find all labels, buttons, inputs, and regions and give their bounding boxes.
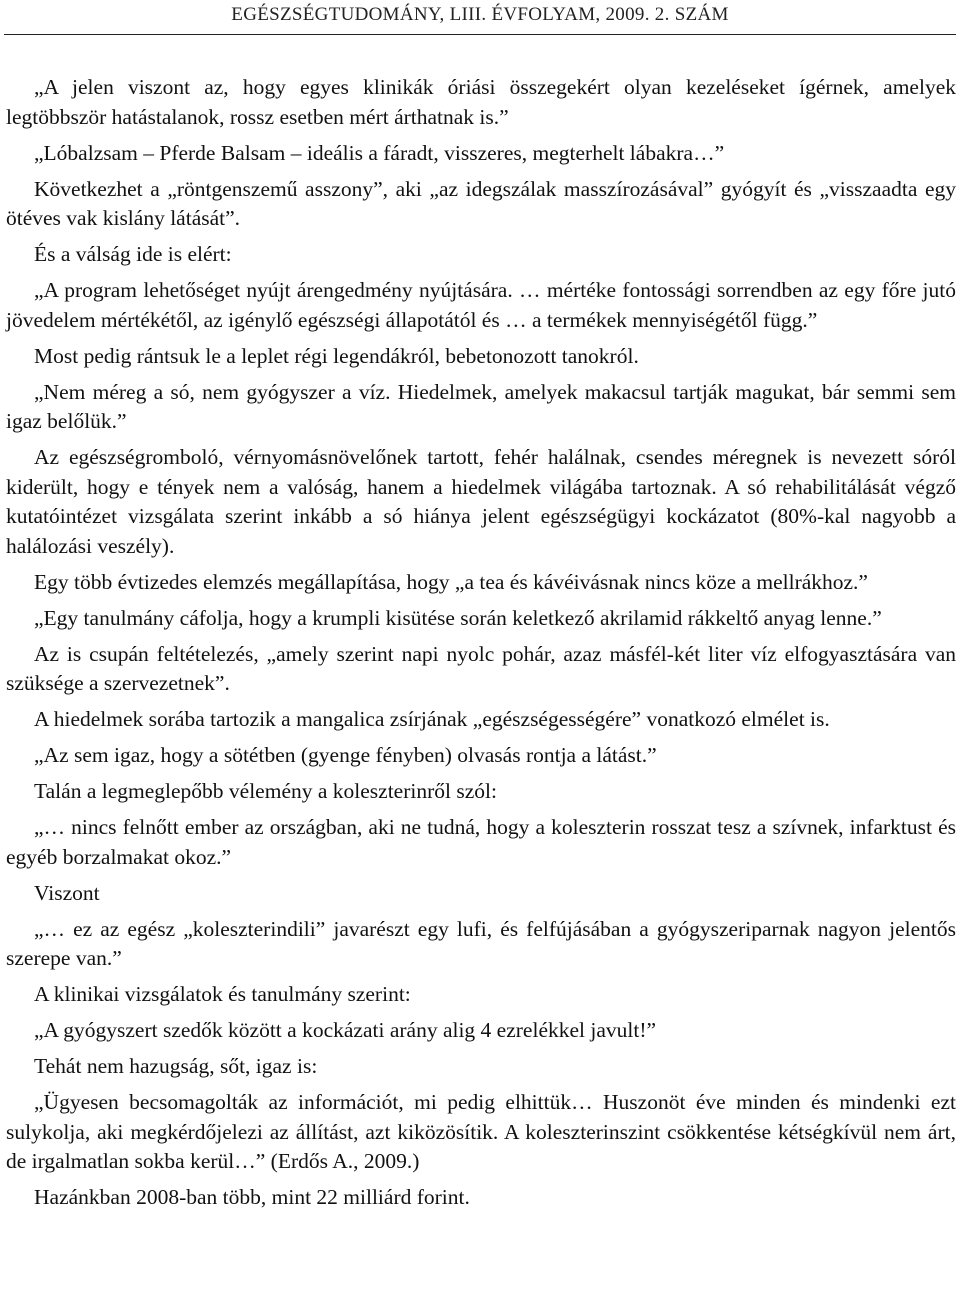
paragraph-however: Viszont [34,880,100,905]
paragraph-risk-ratio: „A gyógyszert szedők között a kockázati arány alig 4 ezrelékkel javult!” [34,1018,657,1042]
paragraph-clinics-quote: „A jelen viszont az, hogy egyes klinikák óriási összegekért olyan kezeléseket ígérnek, amelyek legtöbbször hatástalanok, rossz esetben mért árthatnak is.” [6,75,956,129]
paragraph-spending-2008: Hazánkban 2008-ban több, mint 22 milliárd forint. [34,1185,470,1209]
paragraph-horse-balm: „Lóbalzsam – Pferde Balsam – ideális a fáradt, visszeres, megterhelt lábakra…” [34,140,725,165]
paragraph-legends-intro: Most pedig rántsuk le a leplet régi legendákról, bebetonozott tanokról. [34,343,639,368]
paragraph-acrylamide: „Egy tanulmány cáfolja, hogy a krumpli kisütése során keletkező akrilamid rákkeltő anyag lenne.” [34,605,882,630]
paragraph-tea-coffee: Egy több évtizedes elemzés megállapítása, hogy „a tea és kávéivásnak nincs köze a mellrákhoz.” [34,569,868,594]
paragraph-reading-dark: „Az sem igaz, hogy a sötétben (gyenge fényben) olvasás rontja a látást.” [34,743,657,767]
paragraph-cholesterol-intro: Talán a legmeglepőbb vélemény a koleszterinről szól: [34,779,497,803]
paragraph-not-a-lie: Tehát nem hazugság, sőt, igaz is: [34,1054,318,1078]
paragraph-cholesterol-belief: „… nincs felnőtt ember az országban, aki ne tudná, hogy a koleszterin rosszat tesz a szívnek, infarktust és egyéb borzalmakat okoz.” [6,815,956,869]
paragraph-packaged-info: „Ügyesen becsomagolták az információt, mi pedig elhittük… Huszonöt éve minden és mindenki ezt sulykolja, aki megkérdőjelezi az állítást, azt kiközösítik. A koleszterinszint csökkentése kétségkívül nem árt, de irgalmatlan sokba kerül…” (Erdős A., 2009.) [6,1090,956,1173]
paragraph-salt-research: Az egészségromboló, vérnyomásnövelőnek tartott, fehér halálnak, csendes méregnek is nevezett sóról kiderült, hogy e tények nem a valóság, hanem a hiedelmek világába tartoznak. A só rehabilitálását végző kutatóintézet vizsgálata szerint inkább a só hiánya jelent egészségügyi kockázatot (80%-kal nagyobb a halálozási veszély). [6,445,956,558]
paragraph-salt-water-quote: „Nem méreg a só, nem gyógyszer a víz. Hiedelmek, amelyek makacsul tartják magukat, bár semmi sem igaz belőlük.” [6,379,956,433]
body-text [6,73,956,1217]
running-header: EGÉSZSÉGTUDOMÁNY, LIII. ÉVFOLYAM, 2009. 2. SZÁM [231,4,729,25]
paragraph-mangalica: A hiedelmek sorába tartozik a mangalica zsírjának „egészségességére” vonatkozó elmélet is. [34,707,830,731]
paragraph-xray-woman: Következhet a „röntgenszemű asszony”, aki „az idegszálak masszírozásával” gyógyít és „visszaadta egy ötéves vak kislány látását”. [6,176,956,230]
paragraph-clinical-studies: A klinikai vizsgálatok és tanulmány szerint: [34,982,411,1006]
paragraph-water-intake: Az is csupán feltételezés, „amely szerint napi nyolc pohár, azaz másfél-két liter víz elfogyasztására van szüksége a szervezetnek”. [6,641,956,695]
paragraph-cholesterol-balloon: „… ez az egész „koleszterindili” javarészt egy lufi, és felfújásában a gyógyszeriparnak nagyon jelentős szerepe van.” [6,916,956,970]
paragraph-discount-program: „A program lehetőséget nyújt árengedmény nyújtására. … mértéke fontossági sorrendben az egy főre jutó jövedelem mértékétől, az igénylő egészségi állapotától és … a termékek mennyiségétől függ.” [6,278,956,332]
paragraph-crisis-intro: És a válság ide is elért: [34,242,232,266]
header-divider [4,34,956,35]
